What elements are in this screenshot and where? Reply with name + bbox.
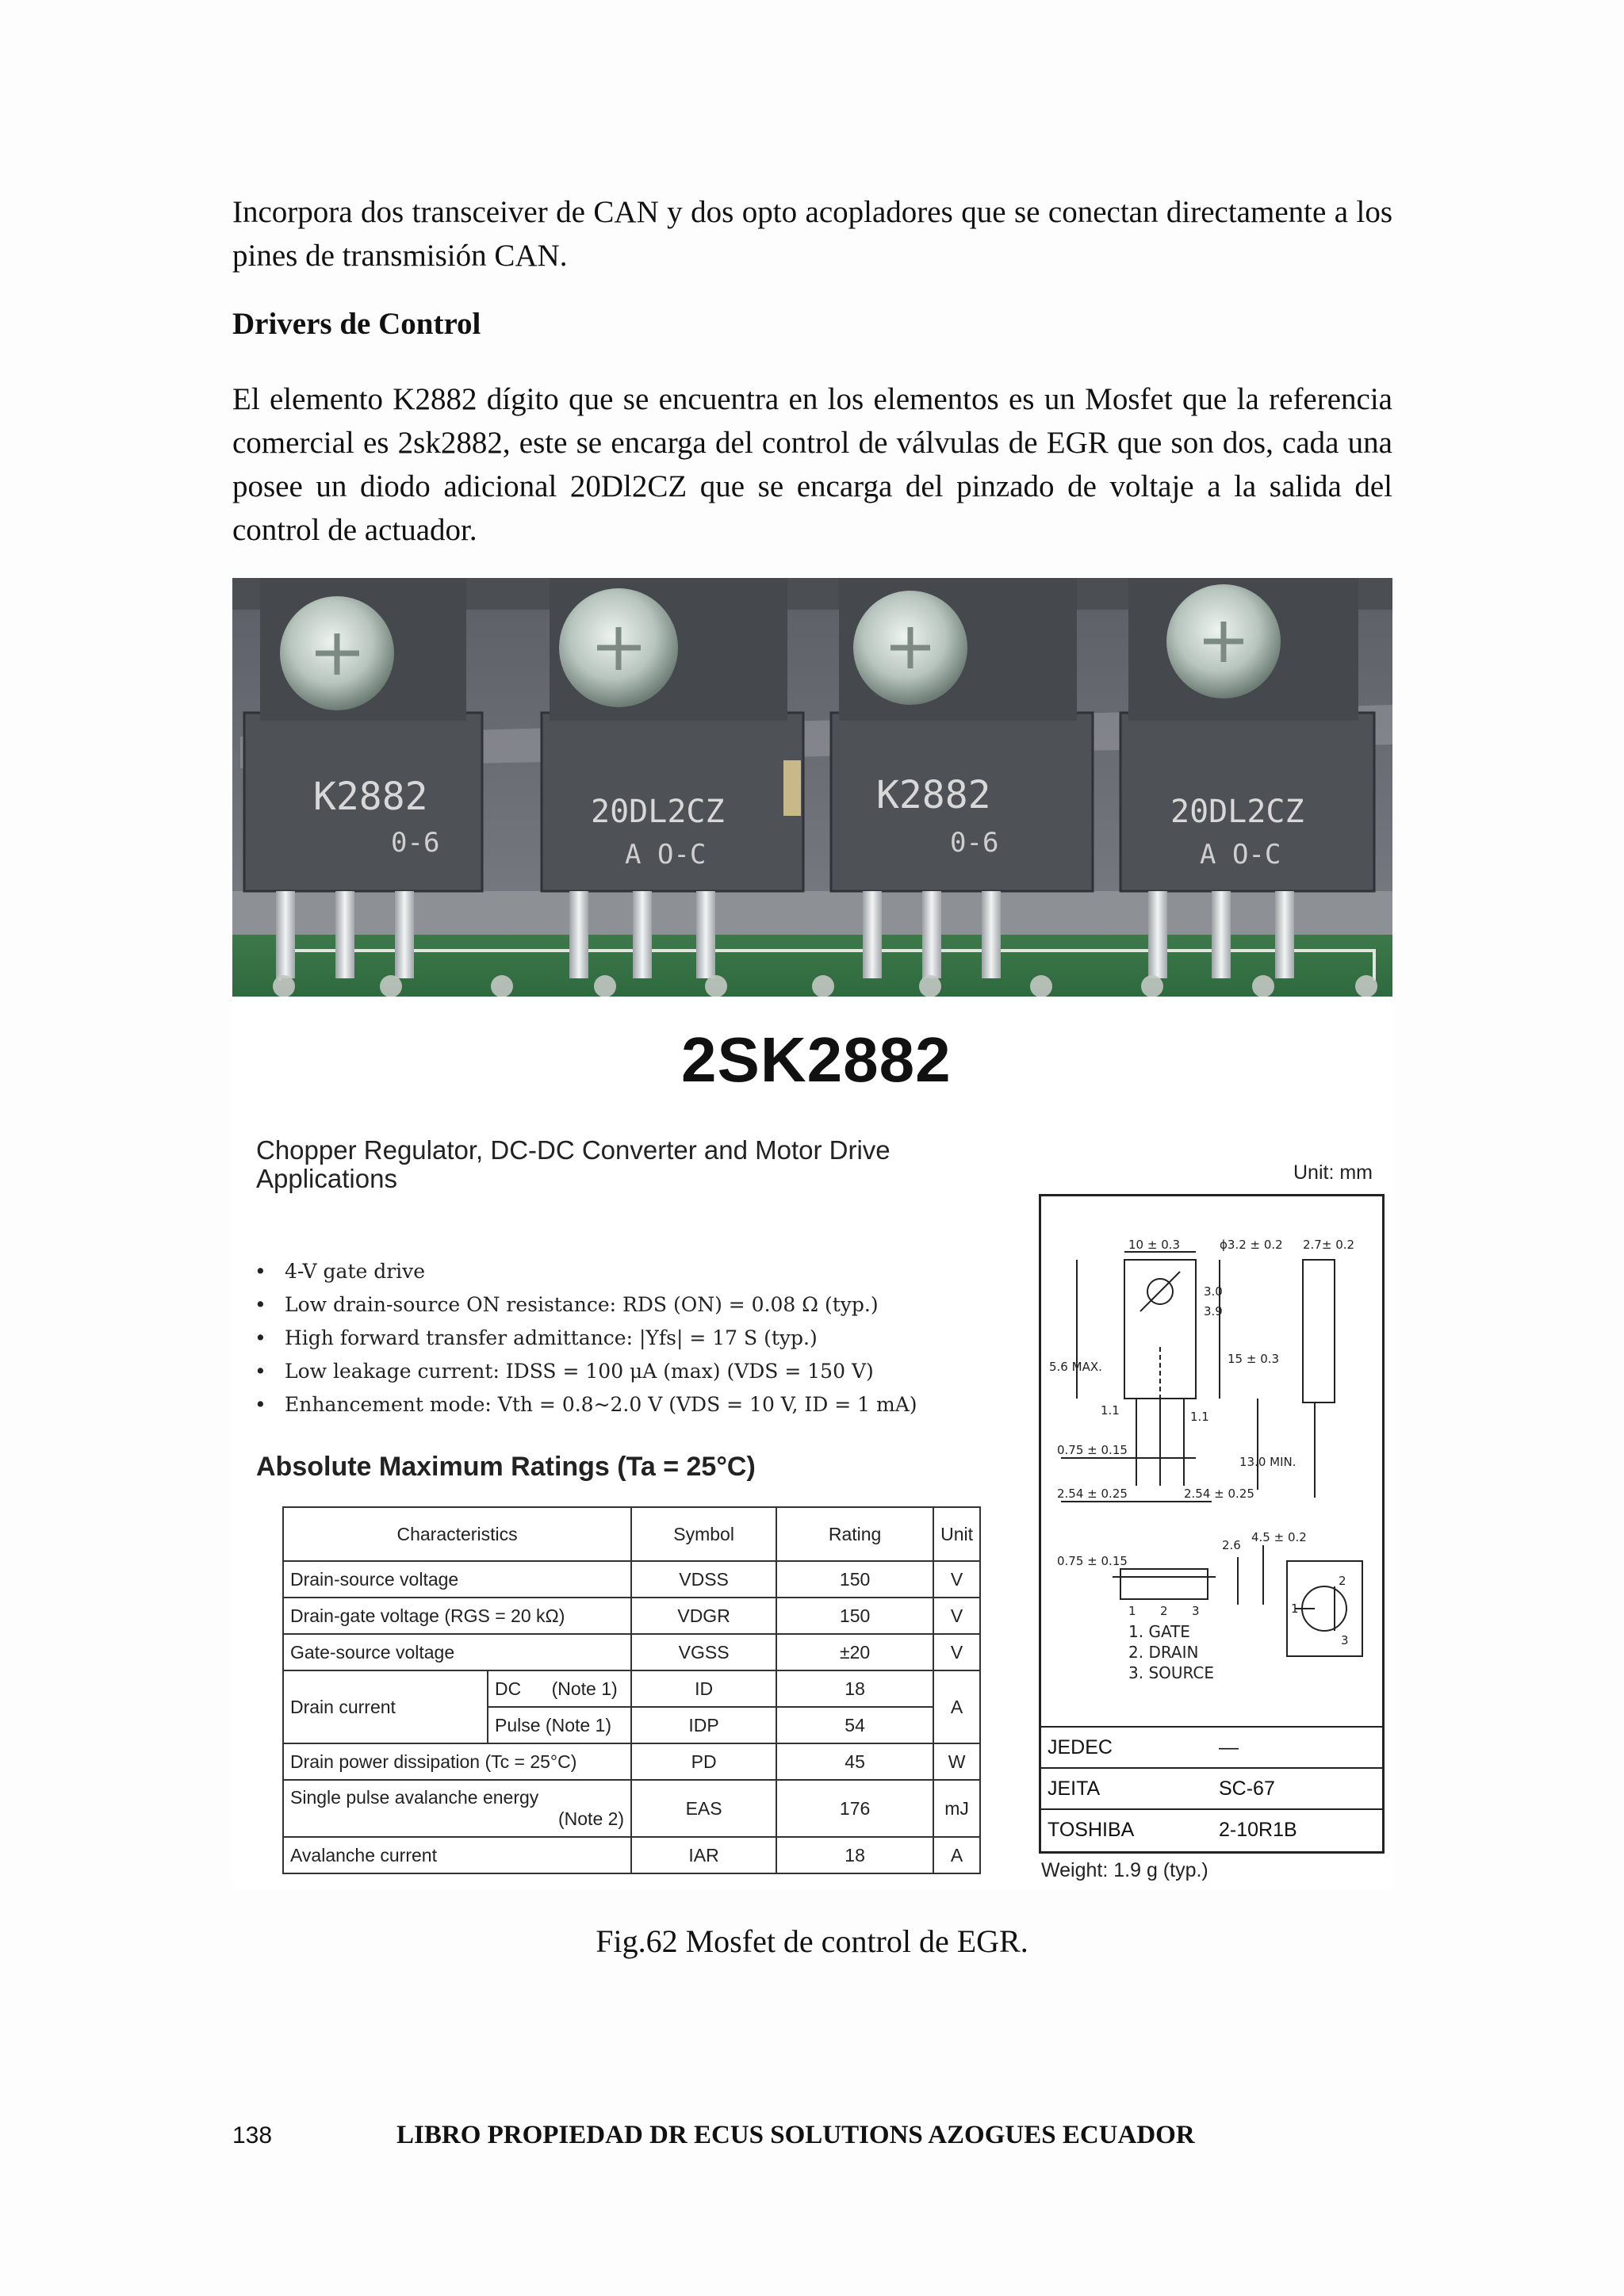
dim-pin-width-2: 1.1 — [1190, 1410, 1209, 1424]
feature-item: • High forward transfer admittance: |Yfs| = 17 S (typ.) — [251, 1322, 917, 1355]
header-unit: Unit — [933, 1507, 980, 1561]
figure-caption: Fig.62 Mosfet de control de EGR. — [596, 1923, 1028, 1959]
table-row: Single pulse avalanche energy (Note 2) EAS 176 mJ — [283, 1780, 980, 1837]
dim-hole: ϕ3.2 ± 0.2 — [1220, 1238, 1283, 1252]
dim-3-9: 3.9 — [1204, 1304, 1223, 1318]
dim-3-0: 3.0 — [1204, 1284, 1223, 1299]
dim-lead-thickness: 0.75 ± 0.15 — [1057, 1443, 1128, 1457]
symbol-pin-3: 3 — [1341, 1633, 1349, 1647]
pin-number-1: 1 — [1128, 1604, 1136, 1618]
dim-height: 15 ± 0.3 — [1228, 1352, 1280, 1366]
pin-number-3: 3 — [1192, 1604, 1200, 1618]
feature-list — [251, 1255, 917, 1422]
symbol-pin-2: 2 — [1339, 1574, 1346, 1588]
table-row: Gate-source voltage VGSS ±20 V — [283, 1634, 980, 1670]
feature-item: • Enhancement mode: Vth = 0.8~2.0 V (VDS = 10 V, ID = 1 mA) — [251, 1388, 917, 1422]
feature-item: • Low leakage current: IDSS = 100 μA (max) (VDS = 150 V) — [251, 1355, 917, 1388]
section-heading: Drivers de Control — [232, 307, 481, 341]
table-row: Drain-source voltage VDSS 150 V — [283, 1561, 980, 1598]
part-number: 2SK2882 — [681, 1024, 952, 1095]
component-4-sub: A O-C — [1200, 839, 1281, 871]
pin-gate: 1. GATE — [1128, 1622, 1190, 1641]
dim-lead-length: 13.0 MIN. — [1239, 1455, 1297, 1469]
ratings-title: Absolute Maximum Ratings (Ta = 25°C) — [256, 1452, 756, 1482]
page-number: 138 — [232, 2122, 273, 2149]
dim-pin-width-1: 1.1 — [1101, 1403, 1120, 1418]
ratings-table — [282, 1506, 981, 1874]
component-2-mark: 20DL2CZ — [591, 794, 725, 830]
pin-source: 3. SOURCE — [1128, 1663, 1215, 1682]
table-header-row — [283, 1507, 980, 1561]
dim-2-6: 2.6 — [1222, 1538, 1241, 1552]
package-drawing — [1039, 1194, 1385, 1854]
feature-item: • Low drain-source ON resistance: RDS (ON) = 0.08 Ω (typ.) — [251, 1288, 917, 1322]
dim-side-thickness: 0.75 ± 0.15 — [1057, 1554, 1128, 1568]
package-weight: Weight: 1.9 g (typ.) — [1041, 1859, 1208, 1881]
dim-pitch-1: 2.54 ± 0.25 — [1057, 1487, 1128, 1501]
table-row: TOSHIBA 2-10R1B — [1041, 1809, 1382, 1850]
unit-label: Unit: mm — [1293, 1161, 1373, 1184]
pin-drain: 2. DRAIN — [1128, 1643, 1199, 1662]
component-1-sub: 0-6 — [391, 827, 440, 859]
table-row: JEITA SC-67 — [1041, 1768, 1382, 1809]
dim-width: 10 ± 0.3 — [1128, 1238, 1181, 1252]
package-outline-svg — [1041, 1196, 1382, 1726]
description-paragraph: El elemento K2882 dígito que se encuentra en los elementos es un Mosfet que la referencia comercial es 2sk2882, este se encarga del control de válvulas de EGR que son dos, cada una posee un diodo adicional 20Dl2CZ que se encarga del pinzado de voltaje a la salida del control de actuador. — [232, 382, 1392, 547]
dim-thickness: 5.6 MAX. — [1049, 1360, 1102, 1374]
dim-tab: 2.7± 0.2 — [1303, 1238, 1355, 1252]
component-1-mark: K2882 — [313, 775, 428, 819]
component-3-sub: 0-6 — [950, 827, 999, 859]
header-characteristics: Characteristics — [283, 1507, 631, 1561]
table-row: Pulse (Note 1) IDP 54 — [283, 1707, 980, 1743]
component-2-sub: A O-C — [625, 839, 707, 871]
footer-text: LIBRO PROPIEDAD DR ECUS SOLUTIONS AZOGUES ECUADOR — [396, 2121, 1195, 2149]
dim-pitch-2: 2.54 ± 0.25 — [1184, 1487, 1254, 1501]
component-4-mark: 20DL2CZ — [1170, 794, 1304, 830]
pin-number-2: 2 — [1160, 1604, 1168, 1618]
component-3-mark: K2882 — [876, 773, 991, 817]
table-row: Drain current DC (Note 1) ID 18 A — [283, 1670, 980, 1707]
symbol-pin-1: 1 — [1291, 1601, 1299, 1616]
dim-side-height: 4.5 ± 0.2 — [1251, 1530, 1307, 1544]
component-photo — [232, 578, 1392, 997]
table-row: Avalanche current IAR 18 A — [283, 1837, 980, 1873]
table-row: Drain power dissipation (Tc = 25°C) PD 45 W — [283, 1743, 980, 1780]
table-row: JEDEC — — [1041, 1727, 1382, 1768]
feature-item: • 4-V gate drive — [251, 1255, 917, 1288]
header-rating: Rating — [776, 1507, 933, 1561]
table-row: Drain-gate voltage (RGS = 20 kΩ) VDGR 150 V — [283, 1598, 980, 1634]
datasheet-excerpt — [232, 997, 1392, 1888]
header-symbol: Symbol — [631, 1507, 776, 1561]
intro-paragraph: Incorpora dos transceiver de CAN y dos opto acopladores que se conectan directamente a los pines de transmisión CAN. — [232, 195, 1392, 273]
applications-title: Chopper Regulator, DC-DC Converter and Motor Drive Applications — [256, 1135, 891, 1193]
package-standards-table — [1041, 1726, 1382, 1850]
